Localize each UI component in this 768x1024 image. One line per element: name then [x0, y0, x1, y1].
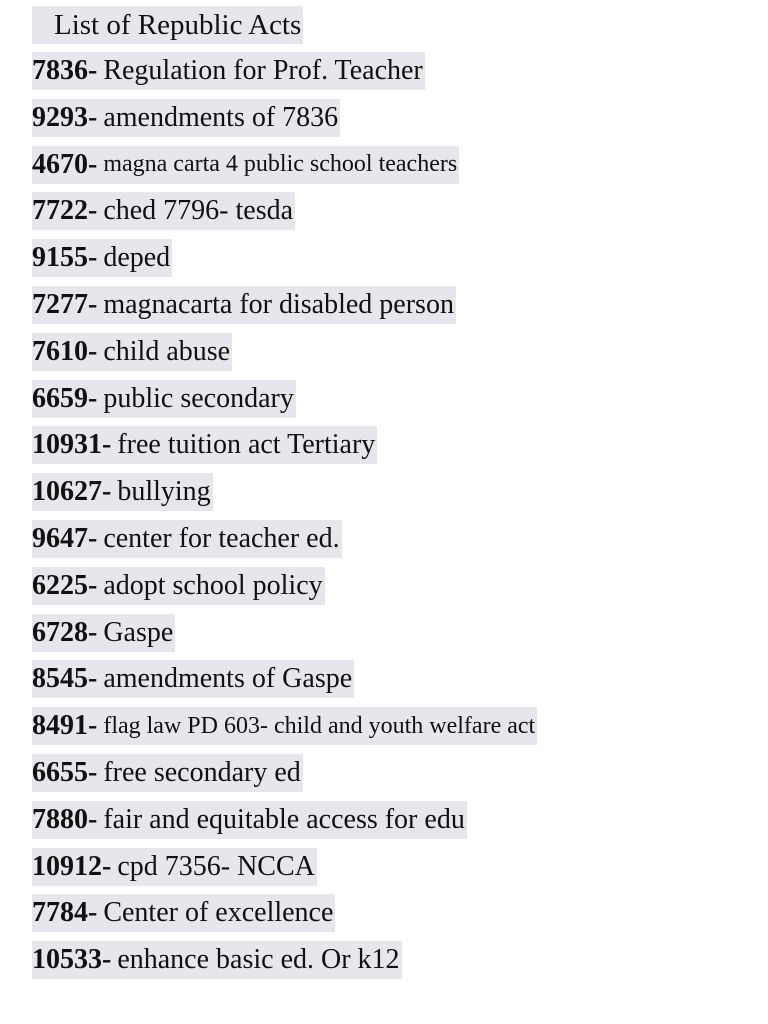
act-description: deped — [103, 242, 171, 274]
act-number: 9155- — [32, 242, 98, 274]
list-item — [32, 192, 537, 239]
act-number: 10931- — [32, 429, 112, 461]
act-description: Regulation for Prof. Teacher — [103, 55, 423, 86]
list-item — [32, 380, 537, 427]
act-number: 7784- — [32, 897, 98, 929]
act-number: 8545- — [32, 663, 98, 695]
list-item — [32, 146, 537, 193]
act-number: 7880- — [32, 803, 98, 835]
act-entry — [32, 567, 325, 605]
act-number: 10912- — [32, 850, 112, 882]
act-number: 6728- — [32, 616, 98, 648]
act-number: 7610- — [32, 335, 98, 367]
act-entry — [32, 941, 402, 979]
act-entry — [32, 614, 175, 652]
act-entry — [32, 192, 295, 230]
list-item — [32, 707, 537, 754]
list-item — [32, 848, 537, 895]
act-entry — [32, 660, 354, 698]
act-number: 10627- — [32, 476, 112, 508]
list-item — [32, 894, 537, 941]
act-number: 7722- — [32, 195, 98, 227]
act-number: 10533- — [32, 944, 112, 976]
act-number: 9647- — [32, 522, 98, 554]
list-item — [32, 941, 537, 988]
act-number: 6225- — [32, 569, 98, 601]
act-description: free secondary ed — [103, 756, 301, 788]
act-number: 8491- — [32, 710, 98, 742]
act-number: 4670- — [32, 148, 98, 180]
list-item — [32, 99, 537, 146]
act-description: bullying — [117, 476, 211, 508]
act-entry — [32, 848, 317, 886]
list-item — [32, 426, 537, 473]
act-description: cpd 7356- NCCA — [117, 850, 315, 882]
list-item — [32, 473, 537, 520]
list-item — [32, 520, 537, 567]
act-description: fair and equitable access for edu — [103, 803, 465, 835]
title-row — [32, 6, 303, 44]
republic-acts-list — [32, 52, 537, 988]
act-description: center for teacher ed. — [103, 522, 340, 554]
act-description: ched 7796- tesda — [103, 195, 294, 227]
list-item — [32, 286, 537, 333]
list-item — [32, 660, 537, 707]
act-entry — [32, 754, 303, 792]
act-entry — [32, 520, 342, 558]
list-item — [32, 567, 537, 614]
list-item — [32, 52, 537, 99]
list-item — [32, 801, 537, 848]
act-description: free tuition act Tertiary — [117, 429, 376, 461]
act-entry — [32, 99, 340, 137]
act-entry — [32, 333, 232, 371]
act-description: amendments of 7836 — [103, 101, 339, 133]
act-description: child abuse — [103, 335, 231, 367]
act-entry — [32, 380, 296, 418]
list-item — [32, 239, 537, 286]
act-entry — [32, 52, 425, 90]
act-description: Gaspe — [103, 616, 174, 648]
act-description: public secondary — [103, 382, 294, 414]
act-number: 9293- — [32, 101, 98, 133]
list-item — [32, 754, 537, 801]
act-number: 7836- — [32, 55, 98, 86]
act-entry — [32, 286, 456, 324]
act-description: amendments of Gaspe — [103, 663, 353, 695]
act-description: flag law PD 603- child and youth welfare act — [103, 712, 536, 739]
list-item — [32, 614, 537, 661]
act-description: magna carta 4 public school teachers — [103, 151, 458, 178]
act-description: Center of excellence — [103, 897, 334, 929]
act-description: enhance basic ed. Or k12 — [117, 944, 400, 976]
act-entry — [32, 426, 377, 464]
act-entry — [32, 707, 537, 745]
act-entry — [32, 239, 172, 277]
act-entry — [32, 146, 459, 184]
act-description: adopt school policy — [103, 569, 323, 601]
list-item — [32, 333, 537, 380]
act-entry — [32, 801, 467, 839]
act-number: 6655- — [32, 756, 98, 788]
act-entry — [32, 473, 213, 511]
act-description: magnacarta for disabled person — [103, 288, 454, 320]
act-entry — [32, 894, 335, 932]
act-number: 6659- — [32, 382, 98, 414]
act-number: 7277- — [32, 288, 98, 320]
page-title: List of Republic Acts — [32, 6, 303, 44]
